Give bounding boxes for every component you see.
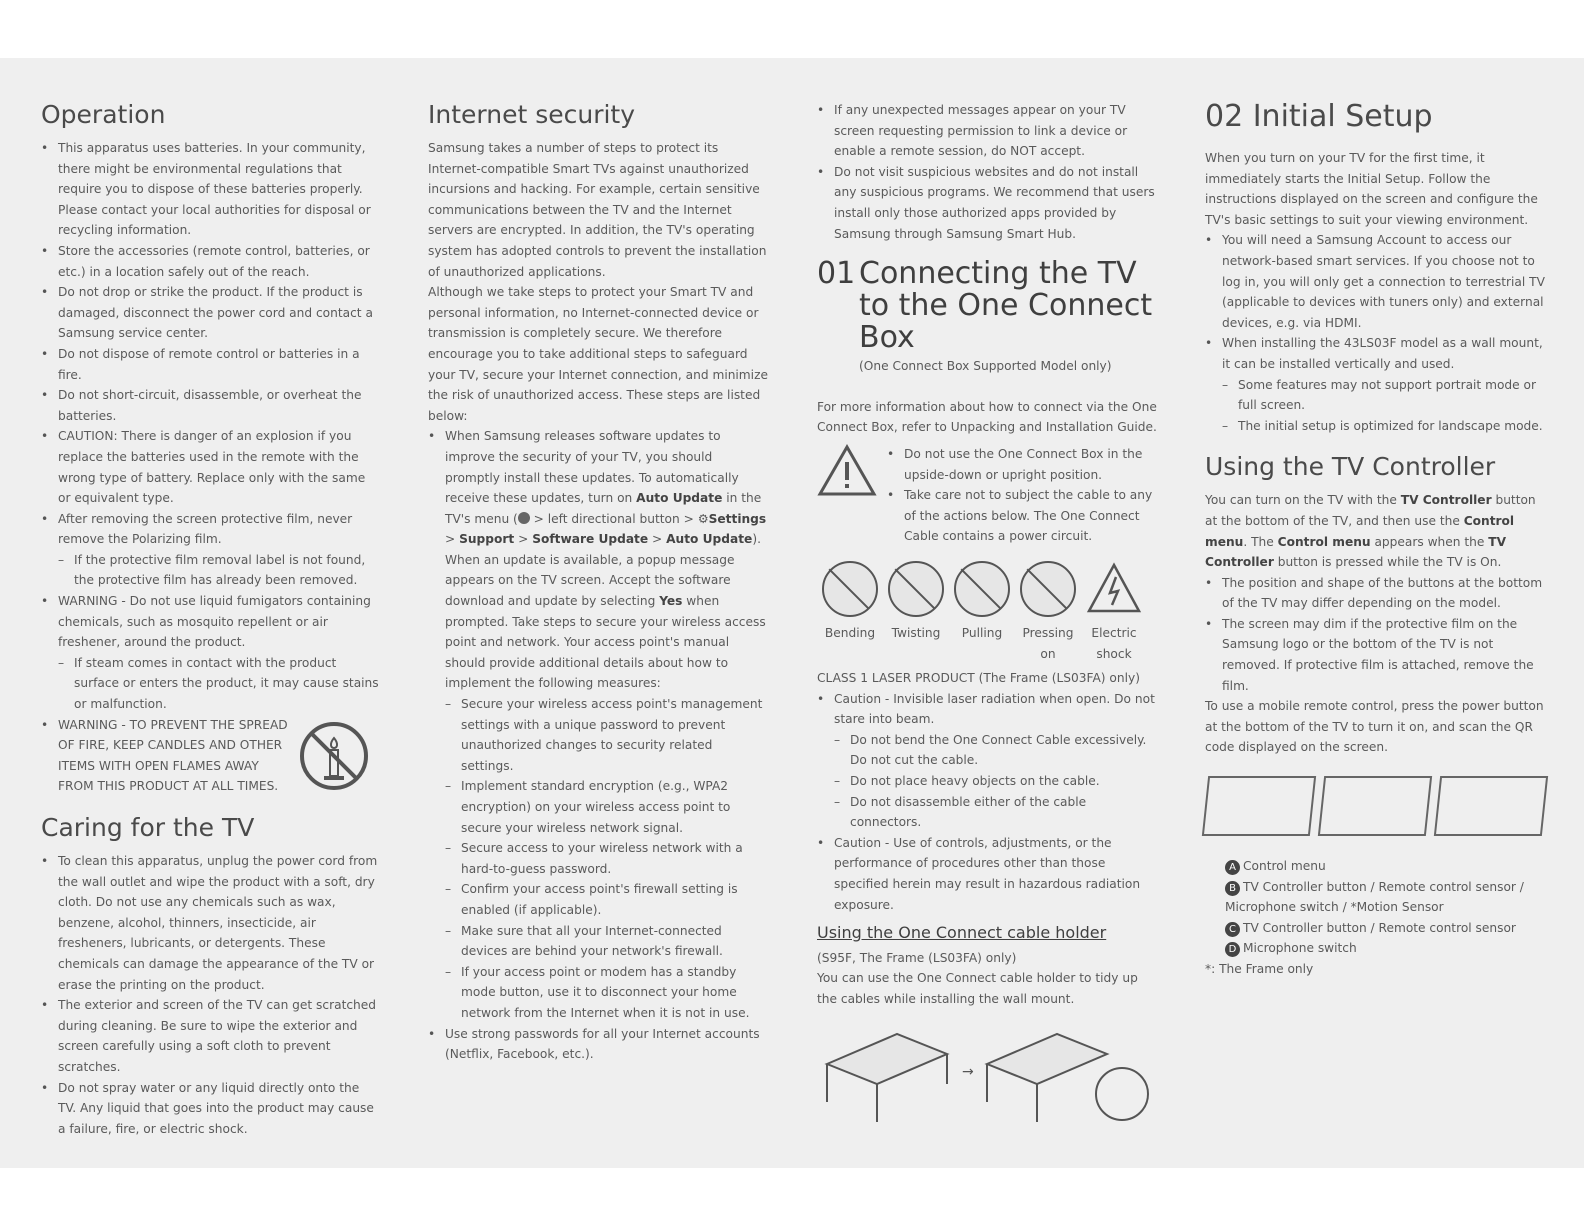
paragraph: Samsung takes a number of steps to protect its Internet-compatible Smart TVs against unauthorized incursions and hacking. For example, certain sensitive communications between the TV and the Internet servers are encrypted. In addition, the TV's operating system has adopted controls to prevent the installation of unauthorized applications. xyxy=(428,141,767,279)
paragraph xyxy=(1205,490,1545,572)
text-run: You can turn on the TV with the xyxy=(1205,493,1401,508)
text-run: button at the bottom of the TV, and then use the xyxy=(1205,493,1536,528)
sub-list-item: – If the protective film removal label is not found, the protective film has already been removed. xyxy=(41,550,381,591)
sub-list-item: – Make sure that all your Internet-connected devices are behind your network's firewall. xyxy=(428,921,768,962)
operation-list xyxy=(41,138,381,797)
menu-term: Software Update xyxy=(532,532,649,547)
sub-list-item: – The initial setup is optimized for landscape mode. xyxy=(1205,416,1545,437)
text-run: appears when the xyxy=(1370,534,1489,549)
list-item: • Do not spray water or any liquid directly onto the TV. Any liquid that goes into the product may cause a failure, fire, or electric shock. xyxy=(41,1078,381,1140)
sub-list-item: – If steam comes in contact with the product surface or enters the product, it may cause stains or malfunction. xyxy=(41,653,381,715)
legend-item xyxy=(1205,856,1545,877)
text-run: . The xyxy=(1243,534,1278,549)
list-item: • The exterior and screen of the TV can get scratched during cleaning. Be sure to wipe the exterior and screen carefully using a soft cloth to prevent scratches. xyxy=(41,995,381,1077)
column-initial-setup xyxy=(1205,100,1545,980)
menu-term: Auto Update xyxy=(666,532,753,547)
laser-list xyxy=(817,689,1157,916)
legend-item xyxy=(1205,938,1545,959)
list-item: • When installing the 43LS03F model as a wall mount, it can be installed vertically and used. xyxy=(1205,333,1545,374)
icon-twisting xyxy=(883,561,949,664)
list-item: • Caution - Use of controls, adjustments, or the performance of procedures other than those specified herein may result in hazardous radiation exposure. xyxy=(817,833,1157,915)
no-pressing-icon xyxy=(1020,561,1076,617)
icon-pressing xyxy=(1015,561,1081,664)
list-item: • Use strong passwords for all your Internet accounts (Netflix, Facebook, etc.). xyxy=(428,1024,768,1065)
button-legend xyxy=(1205,856,1545,959)
menu-term: TV Controller xyxy=(1205,534,1507,570)
no-bending-icon xyxy=(822,561,878,617)
sub-list-item: – If your access point or modem has a standby mode button, use it to disconnect your home network from the Internet when it is not in use. xyxy=(428,962,768,1024)
paragraph: For more information about how to connect via the One Connect Box, refer to Unpacking and Installation Guide. xyxy=(817,399,1157,435)
legend-item xyxy=(1205,918,1545,939)
list-item: • Do not short-circuit, disassemble, or overheat the batteries. xyxy=(41,385,381,426)
icon-label: Twisting xyxy=(891,625,941,640)
text-run: button is pressed while the TV is On. xyxy=(1273,555,1502,570)
icon-label: Electric shock xyxy=(1091,625,1137,661)
section-subtitle: (One Connect Box Supported Model only) xyxy=(859,359,1112,374)
list-item: • Do not visit suspicious websites and do not install any suspicious programs. We recommend that users install only those authorized apps provided by Samsung through Samsung Smart Hub. xyxy=(817,162,1157,244)
menu-term: Control menu xyxy=(1205,513,1515,549)
column-operation xyxy=(41,100,381,1139)
security-list xyxy=(428,426,768,1064)
paragraph: To use a mobile remote control, press the power button at the bottom of the TV to turn it on, and scan the QR code displayed on the screen. xyxy=(1205,699,1544,755)
section-number: 01 xyxy=(817,256,856,292)
legend-mark: D xyxy=(1225,942,1240,957)
list-item: • Take care not to subject the cable to any of the actions below. The One Connect Cable contains a power circuit. xyxy=(887,485,1157,547)
holder-models: (S95F, The Frame (LS03FA) only) xyxy=(817,950,1017,965)
icon-electric-shock xyxy=(1081,561,1147,664)
list-item: • CAUTION: There is danger of an explosion if you replace the batteries used in the remote with the wrong type of battery. Replace only with the same or equivalent type. xyxy=(41,426,381,508)
menu-term: Support xyxy=(459,532,515,547)
text-run: > left directional button > xyxy=(529,511,698,526)
list-item: • This apparatus uses batteries. In your community, there might be environmental regulations that require you to dispose of these batteries properly. Please contact your local authorities for disposal or recycling information. xyxy=(41,138,381,241)
icon-label: Pulling xyxy=(961,625,1003,640)
menu-term: Yes xyxy=(659,594,683,609)
column-internet-security xyxy=(428,100,768,1065)
sub-list-item: – Confirm your access point's firewall setting is enabled (if applicable). xyxy=(428,879,768,920)
menu-term: Auto Update xyxy=(636,491,723,506)
caution-list xyxy=(887,444,1157,547)
legend-text: Control menu xyxy=(1243,859,1326,874)
legend-text: TV Controller button / Remote control sensor / Microphone switch / *Motion Sensor xyxy=(1225,879,1524,915)
electric-shock-icon xyxy=(1086,561,1142,617)
list-item: • The screen may dim if the protective film on the Samsung logo or the bottom of the TV is not removed. If protective film is attached, remove the film. xyxy=(1205,614,1545,696)
legend-text: Microphone switch xyxy=(1243,941,1357,956)
no-twisting-icon xyxy=(888,561,944,617)
tv-illustration xyxy=(1202,776,1316,836)
paragraph: Although we take steps to protect your Smart TV and personal information, no Internet-connected device or transmission is completely secure. We therefore encourage you to take additional steps to safeguard your TV, secure your Internet connection, and minimize the risk of unauthorized access. These steps are listed below: xyxy=(428,285,768,423)
caution-triangle-icon xyxy=(817,444,877,498)
menu-term: Control menu xyxy=(1277,534,1371,549)
cable-warning-icons xyxy=(817,561,1157,664)
section-title-operation: Operation xyxy=(41,100,166,129)
list-item: • If any unexpected messages appear on your TV screen requesting permission to link a device or enable a remote session, do NOT accept. xyxy=(817,100,1157,162)
list-item: • You will need a Samsung Account to access our network-based smart services. If you choose not to log in, you will only get a connection to terrestrial TV (applicable to devices with tuners only) and external devices, e.g. via HDMI. xyxy=(1205,230,1545,333)
list-item: • To clean this apparatus, unplug the power cord from the wall outlet and wipe the product with a soft, dry cloth. Do not use any chemicals such as wax, benzene, alcohol, thinners, insecticide, air fresheners, lubricants, or detergents. These chemicals can damage the appearance of the TV or erase the printing on the product. xyxy=(41,851,381,995)
legend-mark: A xyxy=(1225,860,1240,875)
gear-icon: ⚙ xyxy=(697,511,709,526)
section-title-connecting xyxy=(817,258,1157,354)
controller-list xyxy=(1205,573,1545,697)
no-pulling-icon xyxy=(954,561,1010,617)
icon-pulling xyxy=(949,561,1015,664)
setup-list xyxy=(1205,230,1545,436)
security-list-continued xyxy=(817,100,1157,244)
list-item: • Caution - Invisible laser radiation when open. Do not stare into beam. xyxy=(817,689,1157,730)
icon-label: Bending xyxy=(824,625,876,640)
tv-illustration xyxy=(1434,776,1548,836)
legend-mark: B xyxy=(1225,881,1240,896)
text-run: when prompted. Take steps to secure your wireless access point and network. Your access point's manual should provide additional details about how to implement the following measures: xyxy=(445,594,766,691)
caution-block xyxy=(817,444,1157,547)
list-item: • Do not use the One Connect Box in the upside-down or upright position. xyxy=(887,444,1157,485)
menu-term: TV Controller xyxy=(1400,493,1492,508)
section-title-caring: Caring for the TV xyxy=(41,813,255,842)
sub-list-item: – Implement standard encryption (e.g., WPA2 encryption) on your wireless access point to secure your wireless network signal. xyxy=(428,776,768,838)
section-title-internet-security: Internet security xyxy=(428,100,636,129)
sub-list-item: – Do not place heavy objects on the cable. xyxy=(817,771,1157,792)
list-item: • Store the accessories (remote control, batteries, or etc.) in a location safely out of the reach. xyxy=(41,241,381,282)
sub-list-item: – Do not bend the One Connect Cable excessively. Do not cut the cable. xyxy=(817,730,1157,771)
list-item: • Do not dispose of remote control or batteries in a fire. xyxy=(41,344,381,385)
fire-warning xyxy=(41,715,381,797)
list-item: • Do not drop or strike the product. If the product is damaged, disconnect the power cord and contact a Samsung service center. xyxy=(41,282,381,344)
tv-controller-illustrations xyxy=(1205,776,1545,836)
section-title-text: Connecting the TV to the One Connect Box xyxy=(859,256,1153,356)
section-title-cable-holder: Using the One Connect cable holder xyxy=(817,923,1107,943)
text-run: > xyxy=(648,532,667,547)
list-item: • WARNING - Do not use liquid fumigators containing chemicals, such as mosquito repellent or air freshener, around the product. xyxy=(41,591,381,653)
sub-list-item: – Some features may not support portrait mode or full screen. xyxy=(1205,375,1545,416)
legend-mark: C xyxy=(1225,922,1240,937)
sub-list-item: – Do not disassemble either of the cable connectors. xyxy=(817,792,1157,833)
footnote: *: The Frame only xyxy=(1205,962,1314,976)
legend-item xyxy=(1205,877,1545,918)
legend-text: TV Controller button / Remote control sensor xyxy=(1243,920,1516,935)
laser-class: CLASS 1 LASER PRODUCT (The Frame (LS03FA) only) xyxy=(817,671,1140,686)
icon-label: Pressing on xyxy=(1022,625,1074,661)
svg-text:→: → xyxy=(962,1063,974,1080)
home-icon xyxy=(518,512,530,524)
list-item-software-update xyxy=(428,426,768,694)
list-item: • After removing the screen protective film, never remove the Polarizing film. xyxy=(41,509,381,550)
text-run: ). When an update is available, a popup message appears on the TV screen. Accept the software download and update by selecting xyxy=(445,532,761,609)
menu-term: Settings xyxy=(708,511,767,526)
section-title-initial-setup: 02 Initial Setup xyxy=(1205,99,1433,134)
tv-illustration xyxy=(1318,776,1432,836)
paragraph: When you turn on your TV for the first time, it immediately starts the Initial Setup. Follow the instructions displayed on the screen and configure the TV's basic settings to suit your viewing environment. xyxy=(1205,151,1538,227)
section-title-tv-controller: Using the TV Controller xyxy=(1205,452,1496,482)
list-item: • The position and shape of the buttons at the bottom of the TV may differ depending on the model. xyxy=(1205,573,1545,614)
text-run: When Samsung releases software updates to improve the security of your TV, you should promptly install these updates. To automatically receive these updates, turn on xyxy=(445,429,739,506)
sub-list-item: – Secure your wireless access point's management settings with a unique password to prevent unauthorized changes to security related settings. xyxy=(428,694,768,776)
text-run: > xyxy=(445,532,460,547)
caring-list xyxy=(41,851,381,1139)
sub-list-item: – Secure access to your wireless network with a hard-to-guess password. xyxy=(428,838,768,879)
cable-holder-illustration xyxy=(817,1024,1157,1134)
fire-warning-text: • WARNING - TO PREVENT THE SPREAD OF FIRE, KEEP CANDLES AND OTHER ITEMS WITH OPEN FLAMES AWAY FROM THIS PRODUCT AT ALL TIMES. xyxy=(58,717,288,794)
no-open-flame-icon xyxy=(298,720,370,792)
paragraph: You can use the One Connect cable holder to tidy up the cables while installing the wall mount. xyxy=(817,971,1138,1006)
text-run: in the TV's menu ( xyxy=(445,491,762,526)
column-one-connect xyxy=(817,100,1157,1140)
icon-bending xyxy=(817,561,883,664)
text-run: > xyxy=(514,532,533,547)
